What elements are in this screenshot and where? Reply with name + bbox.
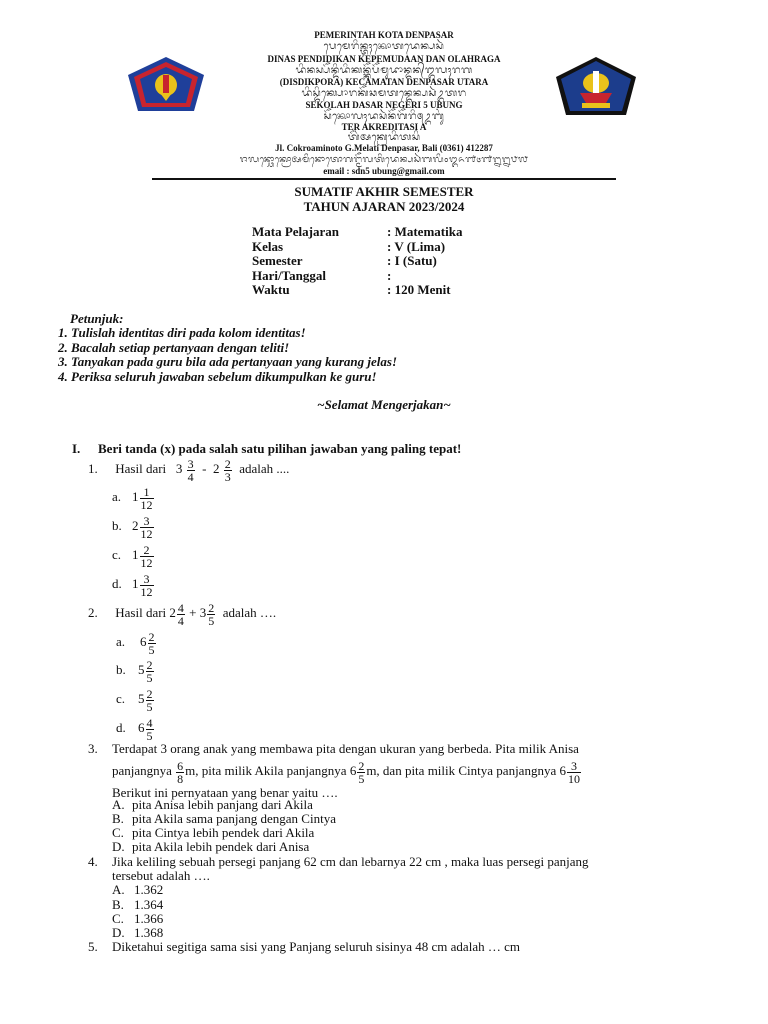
fraction: $\frac{1}{12}$ bbox=[140, 484, 153, 512]
fraction: $\frac{2}{12}$ bbox=[140, 542, 153, 570]
fraction: $\frac{2}{5}$ bbox=[148, 629, 155, 657]
question-3-line-2: panjangnya $\frac{6}{8}$ m, pita milik Akila panjangnya 6 $\frac{2}{5}$ m, dan pita milik Cintya panjangnya 6 $\frac{3}{10}$ bbox=[112, 758, 580, 786]
q2-option-c[interactable]: c. 5 $\frac{2}{5}$ bbox=[116, 686, 153, 714]
q1-option-d[interactable]: d. 1 $\frac{3}{12}$ bbox=[112, 571, 153, 599]
header-line-1: PEMERINTAH KOTA DENPASAR bbox=[314, 30, 454, 40]
fraction: $\frac{2}{5}$ bbox=[146, 657, 153, 685]
identity-row: Mata Pelajaran : Matematika bbox=[252, 224, 463, 239]
question-3: 3. Terdapat 3 orang anak yang membawa pita dengan ukuran yang berbeda. Pita milik Anisa bbox=[88, 741, 579, 756]
instructions-list bbox=[58, 326, 397, 384]
question-5: 5. Diketahui segitiga sama sisi yang Panjang seluruh sisinya 48 cm adalah … cm bbox=[88, 939, 520, 954]
q4-option-b[interactable]: B. 1.364 bbox=[112, 897, 164, 912]
instruction-item: 4. Periksa seluruh jawaban sebelum dikumpulkan ke guru! bbox=[58, 368, 377, 384]
q3-option-d[interactable]: D. pita Akila lebih pendek dari Anisa bbox=[112, 839, 310, 854]
fraction: $\frac{4}{4}$ bbox=[177, 600, 184, 628]
fraction: $\frac{3}{4}$ bbox=[187, 456, 194, 484]
q4-option-a[interactable]: A. 1.362 bbox=[112, 882, 164, 897]
header-address: Jl. Cokroaminoto G.Melati Denpasar, Bali (0361) 412287 bbox=[275, 143, 493, 153]
school-year: TAHUN AJARAN 2023/2024 bbox=[303, 199, 465, 214]
q3-option-b[interactable]: B. pita Akila sama panjang dengan Cintya bbox=[112, 811, 336, 826]
header-line-4-bali: ᬲᭂᬓᭀᬮᬄᬤᬲᬃᬦᭂᬕᭂᬭᬶ᭕ᬉᬩᬸᬂ bbox=[323, 111, 445, 122]
greeting: ~Selamat Mengerjakan~ bbox=[317, 397, 451, 412]
fraction: $\frac{4}{5}$ bbox=[146, 715, 153, 743]
q4-option-d[interactable]: D. 1.368 bbox=[112, 925, 164, 940]
header-line-3-bali: ᬤᬶᬲ᭄ᬤᬶᬓ᭄ᬧᭀᬭᬓᭂᬘᬫᬢᬦ᭄ᬤᬾᬦ᭄ᬧᬲᬃᬉᬢᬭ bbox=[301, 88, 467, 99]
header-rule bbox=[152, 178, 616, 180]
q3-option-c[interactable]: C. pita Cintya lebih pendek dari Akila bbox=[112, 825, 315, 840]
fraction: $\frac{2}{3}$ bbox=[224, 456, 231, 484]
question-3-line-3: Berikut ini pernyataan yang benar yaitu …. bbox=[112, 785, 338, 800]
fraction: $\frac{2}{5}$ bbox=[208, 600, 215, 628]
question-4-line-2: tersebut adalah …. bbox=[112, 868, 210, 883]
fraction: $\frac{3}{12}$ bbox=[140, 513, 153, 541]
identity-table bbox=[252, 225, 552, 298]
header-line-3: (DISDIKPORA) KECAMATAN DENPASAR UTARA bbox=[279, 77, 489, 87]
header-line-5-bali: ᬢᭂᬃᬅᬓ᭄ᬭᬾᬤᬶᬢᬲᬶ bbox=[347, 132, 421, 143]
identity-row: Kelas : V (Lima) bbox=[252, 238, 446, 254]
q2-option-b[interactable]: b. 5 $\frac{2}{5}$ bbox=[116, 657, 153, 685]
fraction: $\frac{6}{8}$ bbox=[177, 758, 184, 786]
header-line-5: TER AKREDITASI A bbox=[341, 122, 427, 132]
instruction-item: 1. Tulislah identitas diri pada kolom identitas! bbox=[58, 325, 306, 340]
q1-option-c[interactable]: c. 1 $\frac{2}{12}$ bbox=[112, 542, 153, 570]
identity-row: Waktu : 120 Menit bbox=[252, 282, 451, 297]
question-2: 2. Hasil dari 2 $\frac{4}{4}$ + 3 $\frac{2}{5}$ adalah …. bbox=[88, 600, 277, 628]
q4-option-c[interactable]: C. 1.366 bbox=[112, 911, 164, 926]
header-line-2-bali: ᬤᬶᬦᬲ᭄ᬧᭂᬦ᭄ᬤᬶᬤᬶᬓᬦ᭄ᬓᭂᬧᭂᬫᬸᬤᬵᬦ᭄ᬤᬦ᭄ᬑᬮᬄᬭᬕ bbox=[295, 65, 473, 76]
header-line-2: DINAS PENDIDIKAN KEPEMUDAAN DAN OLAHRAGA bbox=[267, 54, 501, 64]
instructions-heading: Petunjuk: bbox=[70, 311, 124, 326]
question-4: 4. Jika keliling sebuah persegi panjang 62 cm dan lebarnya 22 cm , maka luas persegi panjang bbox=[88, 854, 589, 869]
fraction: $\frac{3}{10}$ bbox=[567, 758, 580, 786]
fraction: $\frac{3}{12}$ bbox=[140, 571, 153, 599]
q2-option-d[interactable]: d. 6 $\frac{4}{5}$ bbox=[116, 715, 153, 743]
q2-option-a[interactable]: a. 6 $\frac{2}{5}$ bbox=[116, 629, 155, 657]
exam-title: SUMATIF AKHIR SEMESTER bbox=[294, 184, 474, 199]
fraction: $\frac{2}{5}$ bbox=[358, 758, 365, 786]
q3-option-a[interactable]: A. pita Anisa lebih panjang dari Akila bbox=[112, 797, 313, 812]
instruction-item: 2. Bacalah setiap pertanyaan dengan teliti! bbox=[58, 339, 290, 355]
fraction: $\frac{2}{5}$ bbox=[146, 686, 153, 714]
header-email: email : sdn5 ubung@gmail.com bbox=[323, 166, 445, 176]
identity-row: Semester : I (Satu) bbox=[252, 253, 437, 268]
q1-option-a[interactable]: a. 1 $\frac{1}{12}$ bbox=[112, 484, 153, 512]
section-heading: I. Beri tanda (x) pada salah satu pilihan jawaban yang paling tepat! bbox=[72, 441, 462, 456]
header-address-bali: ᬚᬮᬦ᭄ᬘᭀᬓ᭄ᬭᭀᬅᬫᬶᬦᭀᬢᭀᬕᬗ᭄ᬫᭂᬮᬢᬶᬤᬾᬦ᭄ᬧᬲᬃᬩᬮᬶ᭐᭓᭖᭑᭔᭑᭒᭒᭘᭗ bbox=[239, 154, 529, 164]
q1-option-b[interactable]: b. 2 $\frac{3}{12}$ bbox=[112, 513, 153, 541]
header-line-1-bali: ᬧᬾᬫᬾᬭᬶᬦ᭄ᬢᬄᬓᭀᬢᬤᬾᬦ᭄ᬧᬲᬃ bbox=[323, 41, 445, 52]
header-line-4: SEKOLAH DASAR NEGERI 5 UBUNG bbox=[305, 100, 463, 110]
identity-row: Hari/Tanggal : bbox=[252, 267, 392, 283]
question-1: 1. Hasil dari 3 $\frac{3}{4}$ - 2 $\frac{2}{3}$ adalah .... bbox=[88, 456, 290, 484]
instruction-item: 3. Tanyakan pada guru bila ada pertanyaan yang kurang jelas! bbox=[58, 354, 398, 369]
